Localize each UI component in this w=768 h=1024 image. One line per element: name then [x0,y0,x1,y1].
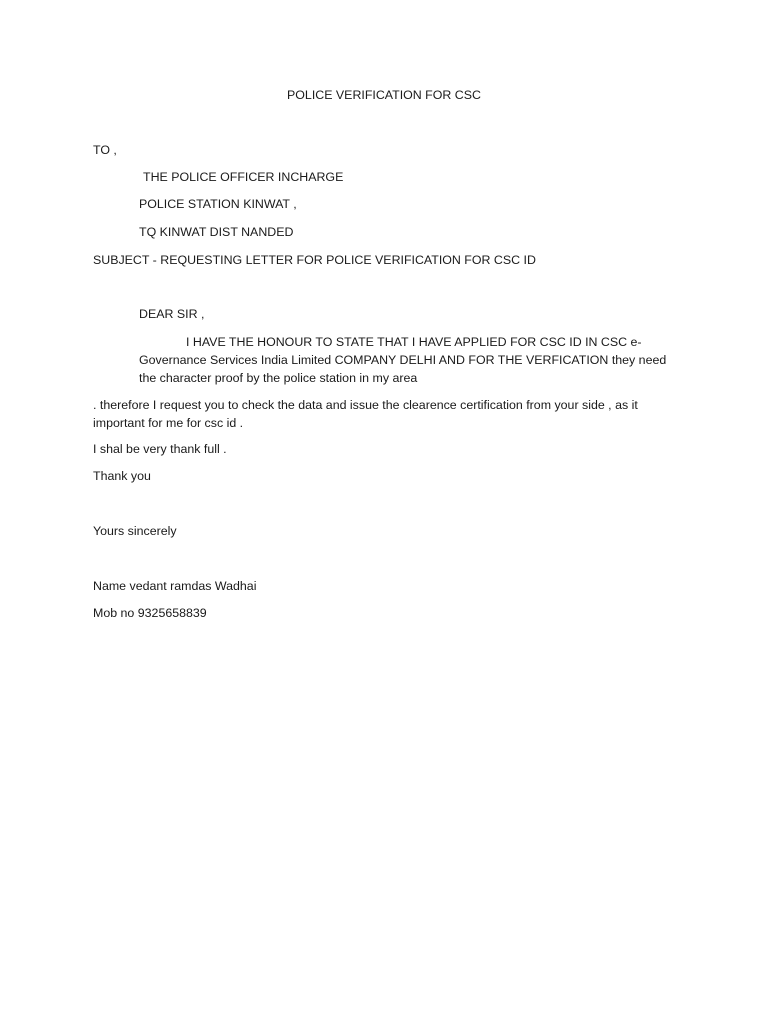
thank-you: Thank you [93,469,151,483]
salutation: DEAR SIR , [139,307,205,321]
addressee-line-1: THE POLICE OFFICER INCHARGE [143,170,344,184]
signer-name: Name vedant ramdas Wadhai [93,579,257,593]
addressee-line-2: POLICE STATION KINWAT , [139,197,297,211]
subject-line: SUBJECT - REQUESTING LETTER FOR POLICE VERIFICATION FOR CSC ID [93,253,536,267]
addressee-line-3: TQ KINWAT DIST NANDED [139,225,294,239]
body-paragraph: I HAVE THE HONOUR TO STATE THAT I HAVE APPLIED FOR CSC ID IN CSC e-Governance Services India Limited COMPANY DELHI AND FOR THE VERFICATION they need the character proof by the police station in my area [139,335,667,385]
thanks-line: I shal be very thank full . [93,442,227,456]
request-paragraph: . therefore I request you to check the data and issue the clearence certification from your side , as it important for me for csc id . [93,398,638,430]
to-label: TO , [93,143,117,157]
document-title: POLICE VERIFICATION FOR CSC [287,88,481,102]
closing: Yours sincerely [93,524,177,538]
signer-mobile: Mob no 9325658839 [93,606,207,620]
